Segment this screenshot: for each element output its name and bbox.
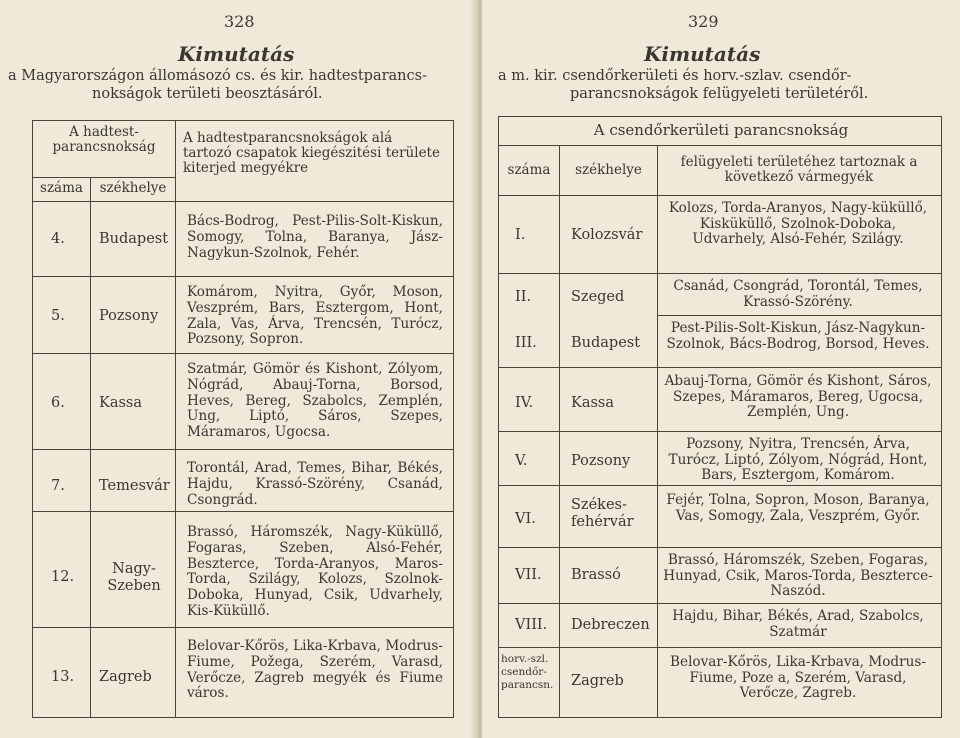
- row-seat: Budapest: [571, 335, 641, 351]
- row-seat: Kassa: [571, 395, 615, 411]
- row-rule: [499, 273, 941, 274]
- row-seat: Pozsony: [571, 453, 631, 469]
- col-divider: [90, 177, 91, 717]
- row-rule: [657, 315, 941, 316]
- row-rule: [33, 511, 453, 512]
- row-seat: Budapest: [99, 231, 169, 247]
- row-seat: Zagreb: [571, 673, 624, 689]
- row-rule: [499, 485, 941, 486]
- row-counties: Kolozs, Torda-Aranyos, Nagy-küküllő, Kisküküllő, Szolnok-Doboka, Udvarhely, Alsó-Fehér, Szilágy.: [668, 200, 928, 248]
- subtitle-line-1: a m. kir. csendőrkerületi és horv.-szlav. csendőr-: [498, 68, 852, 84]
- row-number: 5.: [51, 308, 65, 324]
- row-seat: Székes-fehérvár: [571, 497, 634, 530]
- header-number: száma: [40, 180, 83, 196]
- row-number: 7.: [51, 478, 65, 494]
- header-territory: A hadtestparancsnokságok alá tartozó csapatok kiegészitési területe kiterjed megyékre: [183, 130, 440, 176]
- row-number: III.: [515, 335, 537, 351]
- row-counties: Belovar-Kőrös, Lika-Krbava, Modrus-Fiume, Poze a, Szerém, Varasd, Verőcze, Zagreb.: [670, 654, 926, 702]
- row-number: VI.: [515, 511, 536, 527]
- row-counties: Pest-Pilis-Solt-Kiskun, Jász-Nagykun-Szolnok, Bács-Bodrog, Borsod, Heves.: [666, 320, 930, 352]
- row-number: VIII.: [515, 617, 548, 633]
- row-seat: Temesvár: [99, 478, 170, 494]
- row-seat: Kolozsvár: [571, 227, 643, 243]
- row-number: horv.-szl. csendőr-parancsn.: [501, 653, 554, 691]
- page-number: 328: [224, 12, 255, 31]
- row-rule: [499, 603, 941, 604]
- row-rule: [33, 627, 453, 628]
- row-counties: Belovar-Kőrös, Lika-Krbava, Modrus-Fiume, Požega, Szerém, Varasd, Verőcze, Zagreb megyék és Fiume város.: [187, 638, 443, 702]
- row-counties: Fejér, Tolna, Sopron, Moson, Baranya, Vas, Somogy, Zala, Veszprém, Győr.: [666, 492, 930, 524]
- row-number: 12.: [51, 569, 75, 585]
- page-title: Kimutatás: [644, 42, 761, 66]
- header-group: A csendőrkerületi parancsnokság: [593, 121, 849, 139]
- row-number: 6.: [51, 395, 65, 411]
- header-territory: felügyeleti területéhez tartoznak a következő vármegyék: [680, 154, 918, 185]
- subtitle-line-2: parancsnokságok felügyeleti területéről.: [570, 86, 869, 102]
- row-rule: [499, 647, 941, 648]
- subtitle-line-2: nokságok területi beosztásáról.: [92, 86, 323, 102]
- row-counties: Csanád, Csongrád, Torontál, Temes, Krassó-Szörény.: [673, 278, 923, 310]
- row-rule: [499, 547, 941, 548]
- gendarmerie-table: [498, 116, 942, 718]
- header-bottom-rule: [33, 201, 453, 202]
- row-seat: Debreczen: [571, 617, 650, 633]
- row-rule: [499, 367, 941, 368]
- row-number: VII.: [515, 567, 542, 583]
- row-counties: Bács-Bodrog, Pest-Pilis-Solt-Kiskun, Somogy, Tolna, Baranya, Jász-Nagykun-Szolnok, Fehér.: [187, 213, 443, 261]
- row-number: II.: [515, 289, 532, 305]
- row-counties: Szatmár, Gömör és Kishont, Zólyom, Nógrád, Abauj-Torna, Borsod, Heves, Bereg, Szabolcs, Zemplén, Ung, Liptó, Sáros, Szepes, Máramaros, Ugocsa.: [187, 361, 443, 441]
- row-number: V.: [515, 453, 528, 469]
- row-seat: Szeged: [571, 289, 625, 305]
- left-page: [0, 0, 478, 738]
- row-counties: Brassó, Háromszék, Szeben, Fogaras, Hunyad, Csik, Maros-Torda, Beszterce-Naszód.: [663, 552, 933, 600]
- row-seat: Kassa: [99, 395, 143, 411]
- page-number: 329: [688, 12, 719, 31]
- subtitle-line-1: a Magyarországon állomásozó cs. és kir. hadtestparancs-: [8, 68, 427, 84]
- row-rule: [33, 353, 453, 354]
- header-divider: [499, 145, 941, 146]
- header-seat: székhelye: [575, 162, 642, 178]
- row-rule: [33, 449, 453, 450]
- right-page: [482, 0, 960, 738]
- row-number: I.: [515, 227, 526, 243]
- corps-table: [32, 120, 454, 718]
- page-title: Kimutatás: [178, 42, 295, 66]
- row-counties: Hajdu, Bihar, Békés, Arad, Szabolcs, Szatmár: [672, 608, 924, 640]
- row-seat: Nagy-Szeben: [107, 561, 161, 594]
- header-number: száma: [507, 162, 551, 178]
- row-seat: Pozsony: [99, 308, 159, 324]
- row-counties: Torontál, Arad, Temes, Bihar, Békés, Hajdu, Krassó-Szörény, Csanád, Csongrád.: [187, 460, 443, 508]
- row-seat: Zagreb: [99, 669, 152, 685]
- row-counties: Abauj-Torna, Gömör és Kishont, Sáros, Szepes, Máramaros, Bereg, Ugocsa, Zemplén, Ung.: [664, 373, 932, 421]
- header-seat: székhelye: [99, 180, 167, 196]
- row-rule: [33, 276, 453, 277]
- row-counties: Brassó, Háromszék, Nagy-Küküllő, Fogaras, Szeben, Alsó-Fehér, Beszterce, Torda-Aranyos, Maros-Torda, Szilágy, Kolozs, Szolnok-Doboka, Hunyad, Csik, Udvarhely, Kis-Küküllő.: [187, 524, 443, 619]
- header-bottom-rule: [499, 195, 941, 196]
- row-seat: Brassó: [571, 567, 621, 583]
- row-rule: [499, 431, 941, 432]
- row-number: 13.: [51, 669, 75, 685]
- row-number: 4.: [51, 231, 65, 247]
- header-divider: [33, 177, 175, 178]
- row-number: IV.: [515, 395, 534, 411]
- row-counties: Komárom, Nyitra, Győr, Moson, Veszprém, Bars, Esztergom, Hont, Zala, Vas, Árva, Trencsén, Turócz, Pozsony, Sopron.: [187, 284, 443, 348]
- row-counties: Pozsony, Nyitra, Trencsén, Árva, Turócz, Liptó, Zólyom, Nógrád, Hont, Bars, Esztergom, Komárom.: [668, 436, 928, 484]
- header-group: A hadtest-parancsnokság: [52, 124, 156, 155]
